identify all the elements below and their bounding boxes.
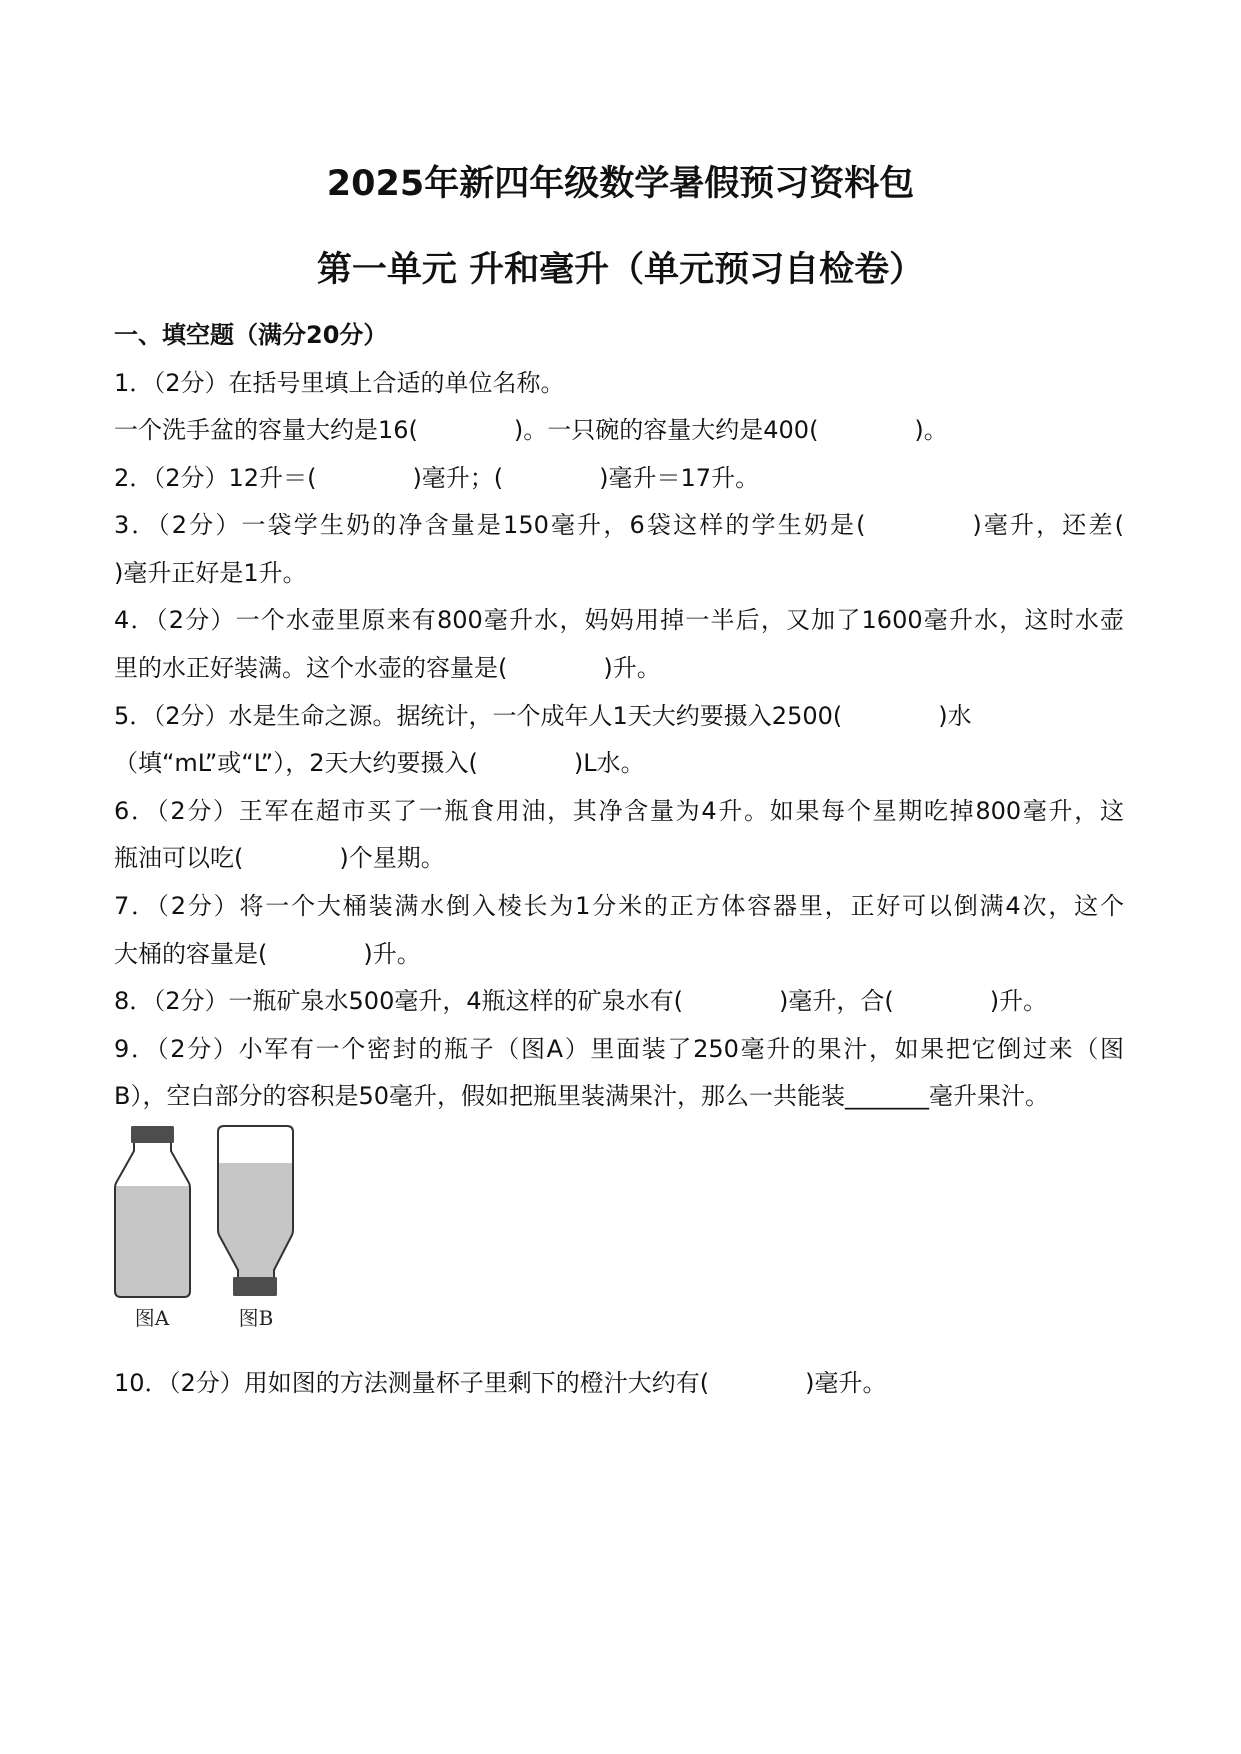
bottle-b-cap (233, 1277, 277, 1296)
question-10-line-1: 10．（2分）用如图的方法测量杯子里剩下的橙汁大约有( )毫升。 (114, 1369, 887, 1397)
bottle-b (218, 1126, 293, 1330)
question-6-line-1: 6．（2分）王军在超市买了一瓶食用油，其净含量为4升。如果每个星期吃掉800毫升，这 (114, 796, 1124, 825)
figure-a-label: 图A (134, 1306, 170, 1330)
question-4-line-1: 4．（2分）一个水壶里原来有800毫升水，妈妈用掉一半后，又加了1600毫升水，这时水壶 (114, 606, 1124, 635)
question-6-line-2: 瓶油可以吃( )个星期。 (114, 844, 445, 873)
bottle-a-liquid (115, 1186, 190, 1297)
question-7-line-1: 7．（2分）将一个大桶装满水倒入棱长为1分米的正方体容器里，正好可以倒满4次，这个 (114, 892, 1124, 921)
question-5-line-1: 5．（2分）水是生命之源。据统计，一个成年人1天大约要摄入2500( )水 (114, 701, 972, 730)
question-7-line-2: 大桶的容量是( )升。 (114, 939, 421, 968)
question-9-line-2: B），空白部分的容积是50毫升，假如把瓶里装满果汁，那么一共能装_______毫升果汁。 (114, 1082, 1050, 1111)
document-title: 2025年新四年级数学暑假预习资料包 (326, 164, 915, 204)
question-list (114, 360, 1124, 1122)
bottle-a-cap (131, 1126, 174, 1143)
question-5-line-2: （填“mL”或“L”），2天大约要摄入( )L水。 (114, 749, 645, 778)
figure-b-label: 图B (238, 1306, 274, 1330)
question-3-line-2: )毫升正好是1升。 (114, 558, 307, 587)
bottle-b-liquid (218, 1163, 293, 1278)
question-9-line-1: 9．（2分）小军有一个密封的瓶子（图A）里面装了250毫升的果汁，如果把它倒过来（图 (114, 1034, 1124, 1063)
document-subtitle: 第一单元 升和毫升（单元预习自检卷） (316, 250, 925, 290)
section-heading: 一、填空题（满分20分） (114, 321, 388, 349)
question-4-line-2: 里的水正好装满。这个水壶的容量是( )升。 (114, 654, 661, 683)
bottle-a (115, 1126, 190, 1330)
question-2-line-1: 2．（2分）12升＝( )毫升；( )毫升＝17升。 (114, 463, 760, 492)
question-8-line-1: 8．（2分）一瓶矿泉水500毫升，4瓶这样的矿泉水有( )毫升，合( )升。 (114, 987, 1048, 1016)
question-3-line-1: 3．（2分）一袋学生奶的净含量是150毫升，6袋这样的学生奶是( )毫升，还差( (114, 511, 1124, 540)
question-1-line-1: 1．（2分）在括号里填上合适的单位名称。 (114, 368, 565, 397)
bottle-figure (110, 1120, 310, 1332)
question-1-line-2: 一个洗手盆的容量大约是16( )。一只碗的容量大约是400( )。 (114, 416, 948, 445)
